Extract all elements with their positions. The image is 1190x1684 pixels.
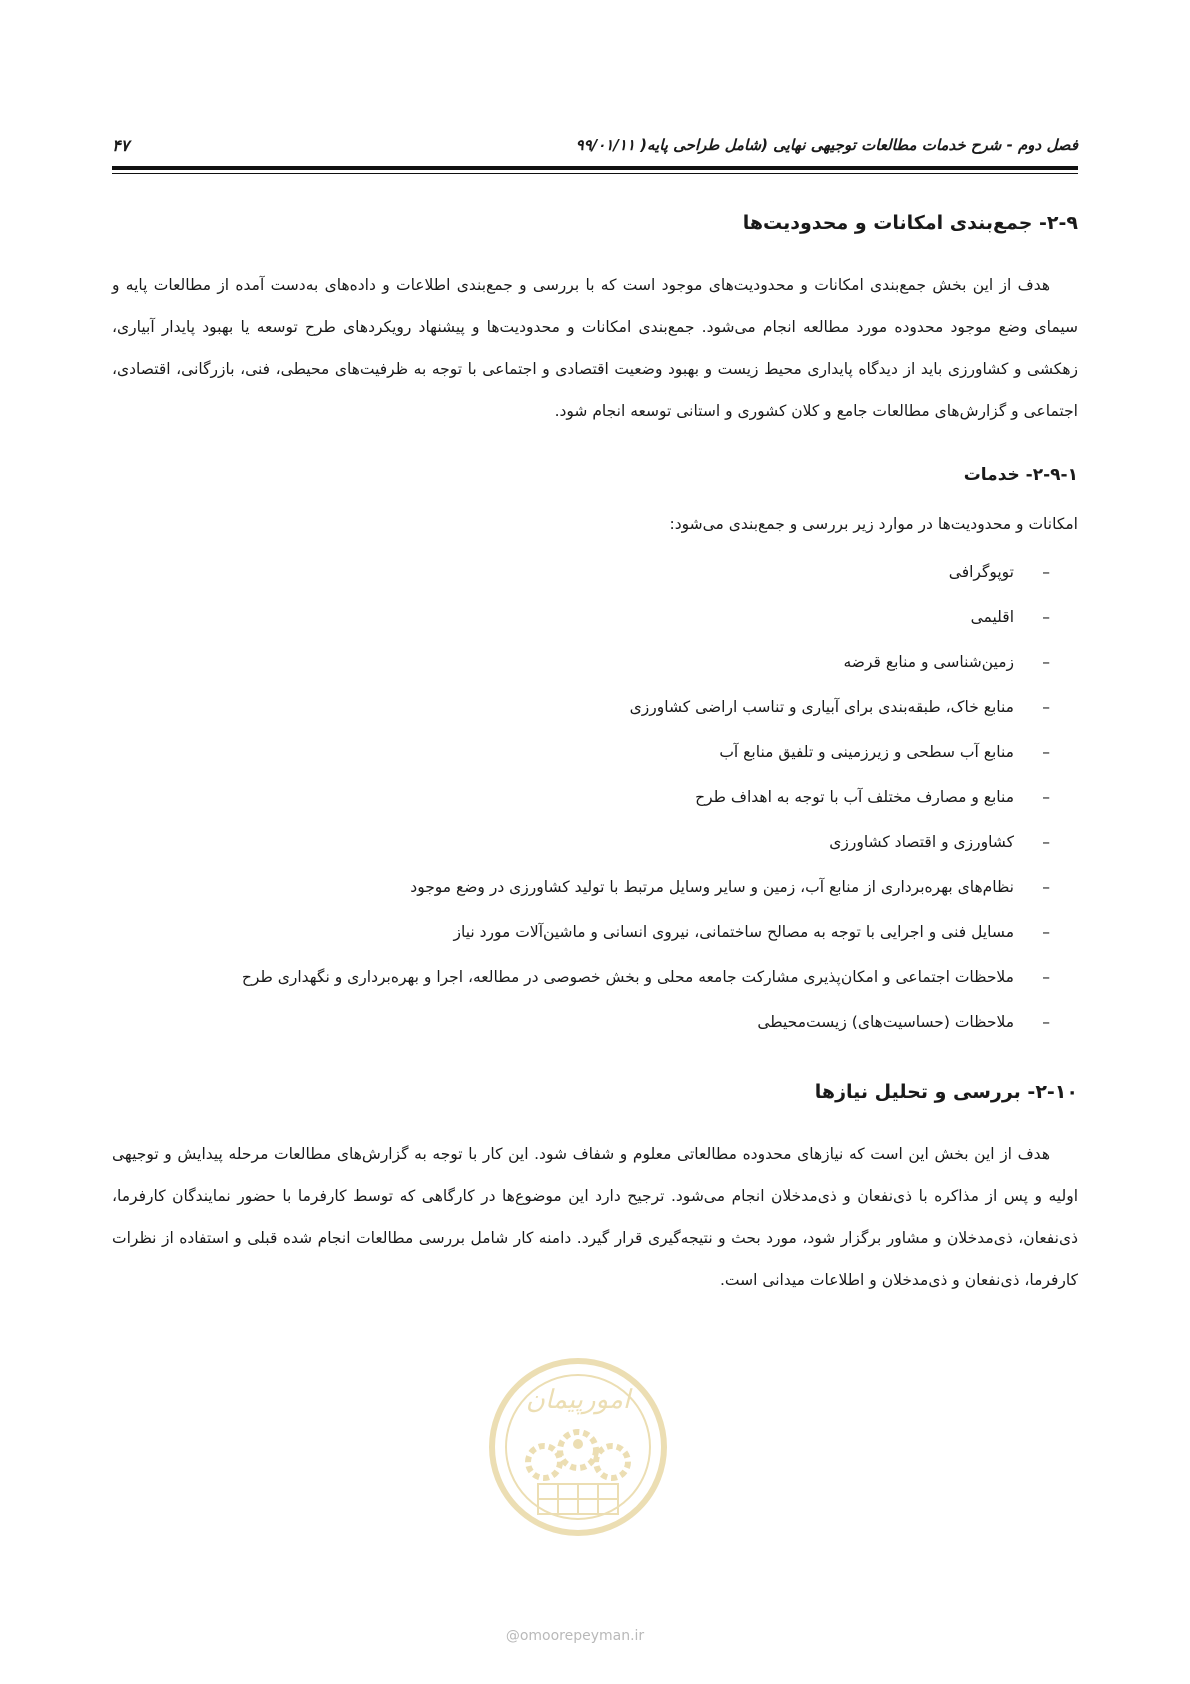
page-content <box>112 206 1078 1301</box>
list-item: – منابع آب سطحی و زیرزمینی و تلفیق منابع آب <box>112 730 1050 775</box>
list-item: – منابع و مصارف مختلف آب با توجه به اهداف طرح <box>112 775 1050 820</box>
list-item: – منابع خاک، طبقه‌بندی برای آبیاری و تناسب اراضی کشاورزی <box>112 685 1050 730</box>
watermark-url: @omoorepeyman.ir <box>505 1628 645 1644</box>
list-item: – مسایل فنی و اجرایی با توجه به مصالح ساختمانی، نیروی انسانی و ماشین‌آلات مورد نیاز <box>112 910 1050 955</box>
page-number: ۴۷ <box>112 135 130 155</box>
list-item: – نظام‌های بهره‌برداری از منابع آب، زمین و سایر وسایل مرتبط با تولید کشاورزی در وضع موجود <box>112 865 1050 910</box>
section-9-heading: ۲-۹- جمع‌بندی امکانات و محدودیت‌ها <box>742 212 1078 234</box>
list-item: – کشاورزی و اقتصاد کشاورزی <box>112 820 1050 865</box>
list-item: – اقلیمی <box>112 595 1050 640</box>
services-intro: امکانات و محدودیت‌ها در موارد زیر بررسی و جمع‌بندی می‌شود: <box>669 515 1078 533</box>
watermark-logo <box>488 1352 668 1542</box>
header-rule-thin <box>112 173 1078 174</box>
watermark-logo-text: امورپیمان <box>525 1385 631 1415</box>
section-10-paragraph: هدف از این بخش این است که نیازهای محدوده مطالعاتی معلوم و شفاف شود. این کار با توجه به گزارش‌های مطالعات مرحله پیدایش و توجیهی اولیه و پس از مذاکره با ذی‌نفعان و ذی‌مدخلان انجام می‌شود. ترجیح دارد این موضوع‌ها در کارگاهی که توسط کارفرما با حضور نمایندگان کارفرما، ذی‌نفعان، ذی‌مدخلان و مشاور برگزار شود، مورد بحث و نتیجه‌گیری قرار گیرد. دامنه کار شامل بررسی مطالعات انجام شده قبلی و استفاده از نظرات کارفرما، ذی‌نفعان و ذی‌مدخلان و اطلاعات میدانی است. <box>112 1145 1078 1289</box>
header-title: فصل دوم - شرح خدمات مطالعات توجیهی نهایی (شامل طراحی پایه( ۹۹/۰۱/۱۱ <box>575 136 1078 154</box>
header-rule-thick <box>112 166 1078 170</box>
page-header <box>112 128 1078 162</box>
list-item: – توپوگرافی <box>112 550 1050 595</box>
section-9-paragraph: هدف از این بخش جمع‌بندی امکانات و محدودیت‌های موجود است که با بررسی و جمع‌بندی اطلاعات و داده‌های به‌دست آمده از مطالعات پایه و سیمای وضع موجود محدوده مورد مطالعه انجام می‌شود. جمع‌بندی امکانات و محدودیت‌ها و پیشنهاد رویکردهای طرح توسعه یا بهبود پایدار آبیاری، زهکشی و کشاورزی باید از دیدگاه پایداری محیط زیست و بهبود وضعیت اقتصادی و اجتماعی با توجه به ظرفیت‌های محیطی، فنی، بازرگانی، اقتصادی، اجتماعی و گزارش‌های مطالعات جامع و کلان کشوری و استانی توسعه انجام شود. <box>112 276 1078 420</box>
section-9-1-heading: ۲-۹-۱- خدمات <box>963 465 1078 485</box>
services-list <box>112 550 1078 1045</box>
list-item: – زمین‌شناسی و منابع قرضه <box>112 640 1050 685</box>
list-item: – ملاحظات (حساسیت‌های) زیست‌محیطی <box>112 1000 1050 1045</box>
section-10-heading: ۲-۱۰- بررسی و تحلیل نیازها <box>814 1081 1078 1103</box>
list-item: – ملاحظات اجتماعی و امکان‌پذیری مشارکت جامعه محلی و بخش خصوصی در مطالعه، اجرا و بهره‌برداری و نگهداری طرح <box>112 955 1050 1000</box>
